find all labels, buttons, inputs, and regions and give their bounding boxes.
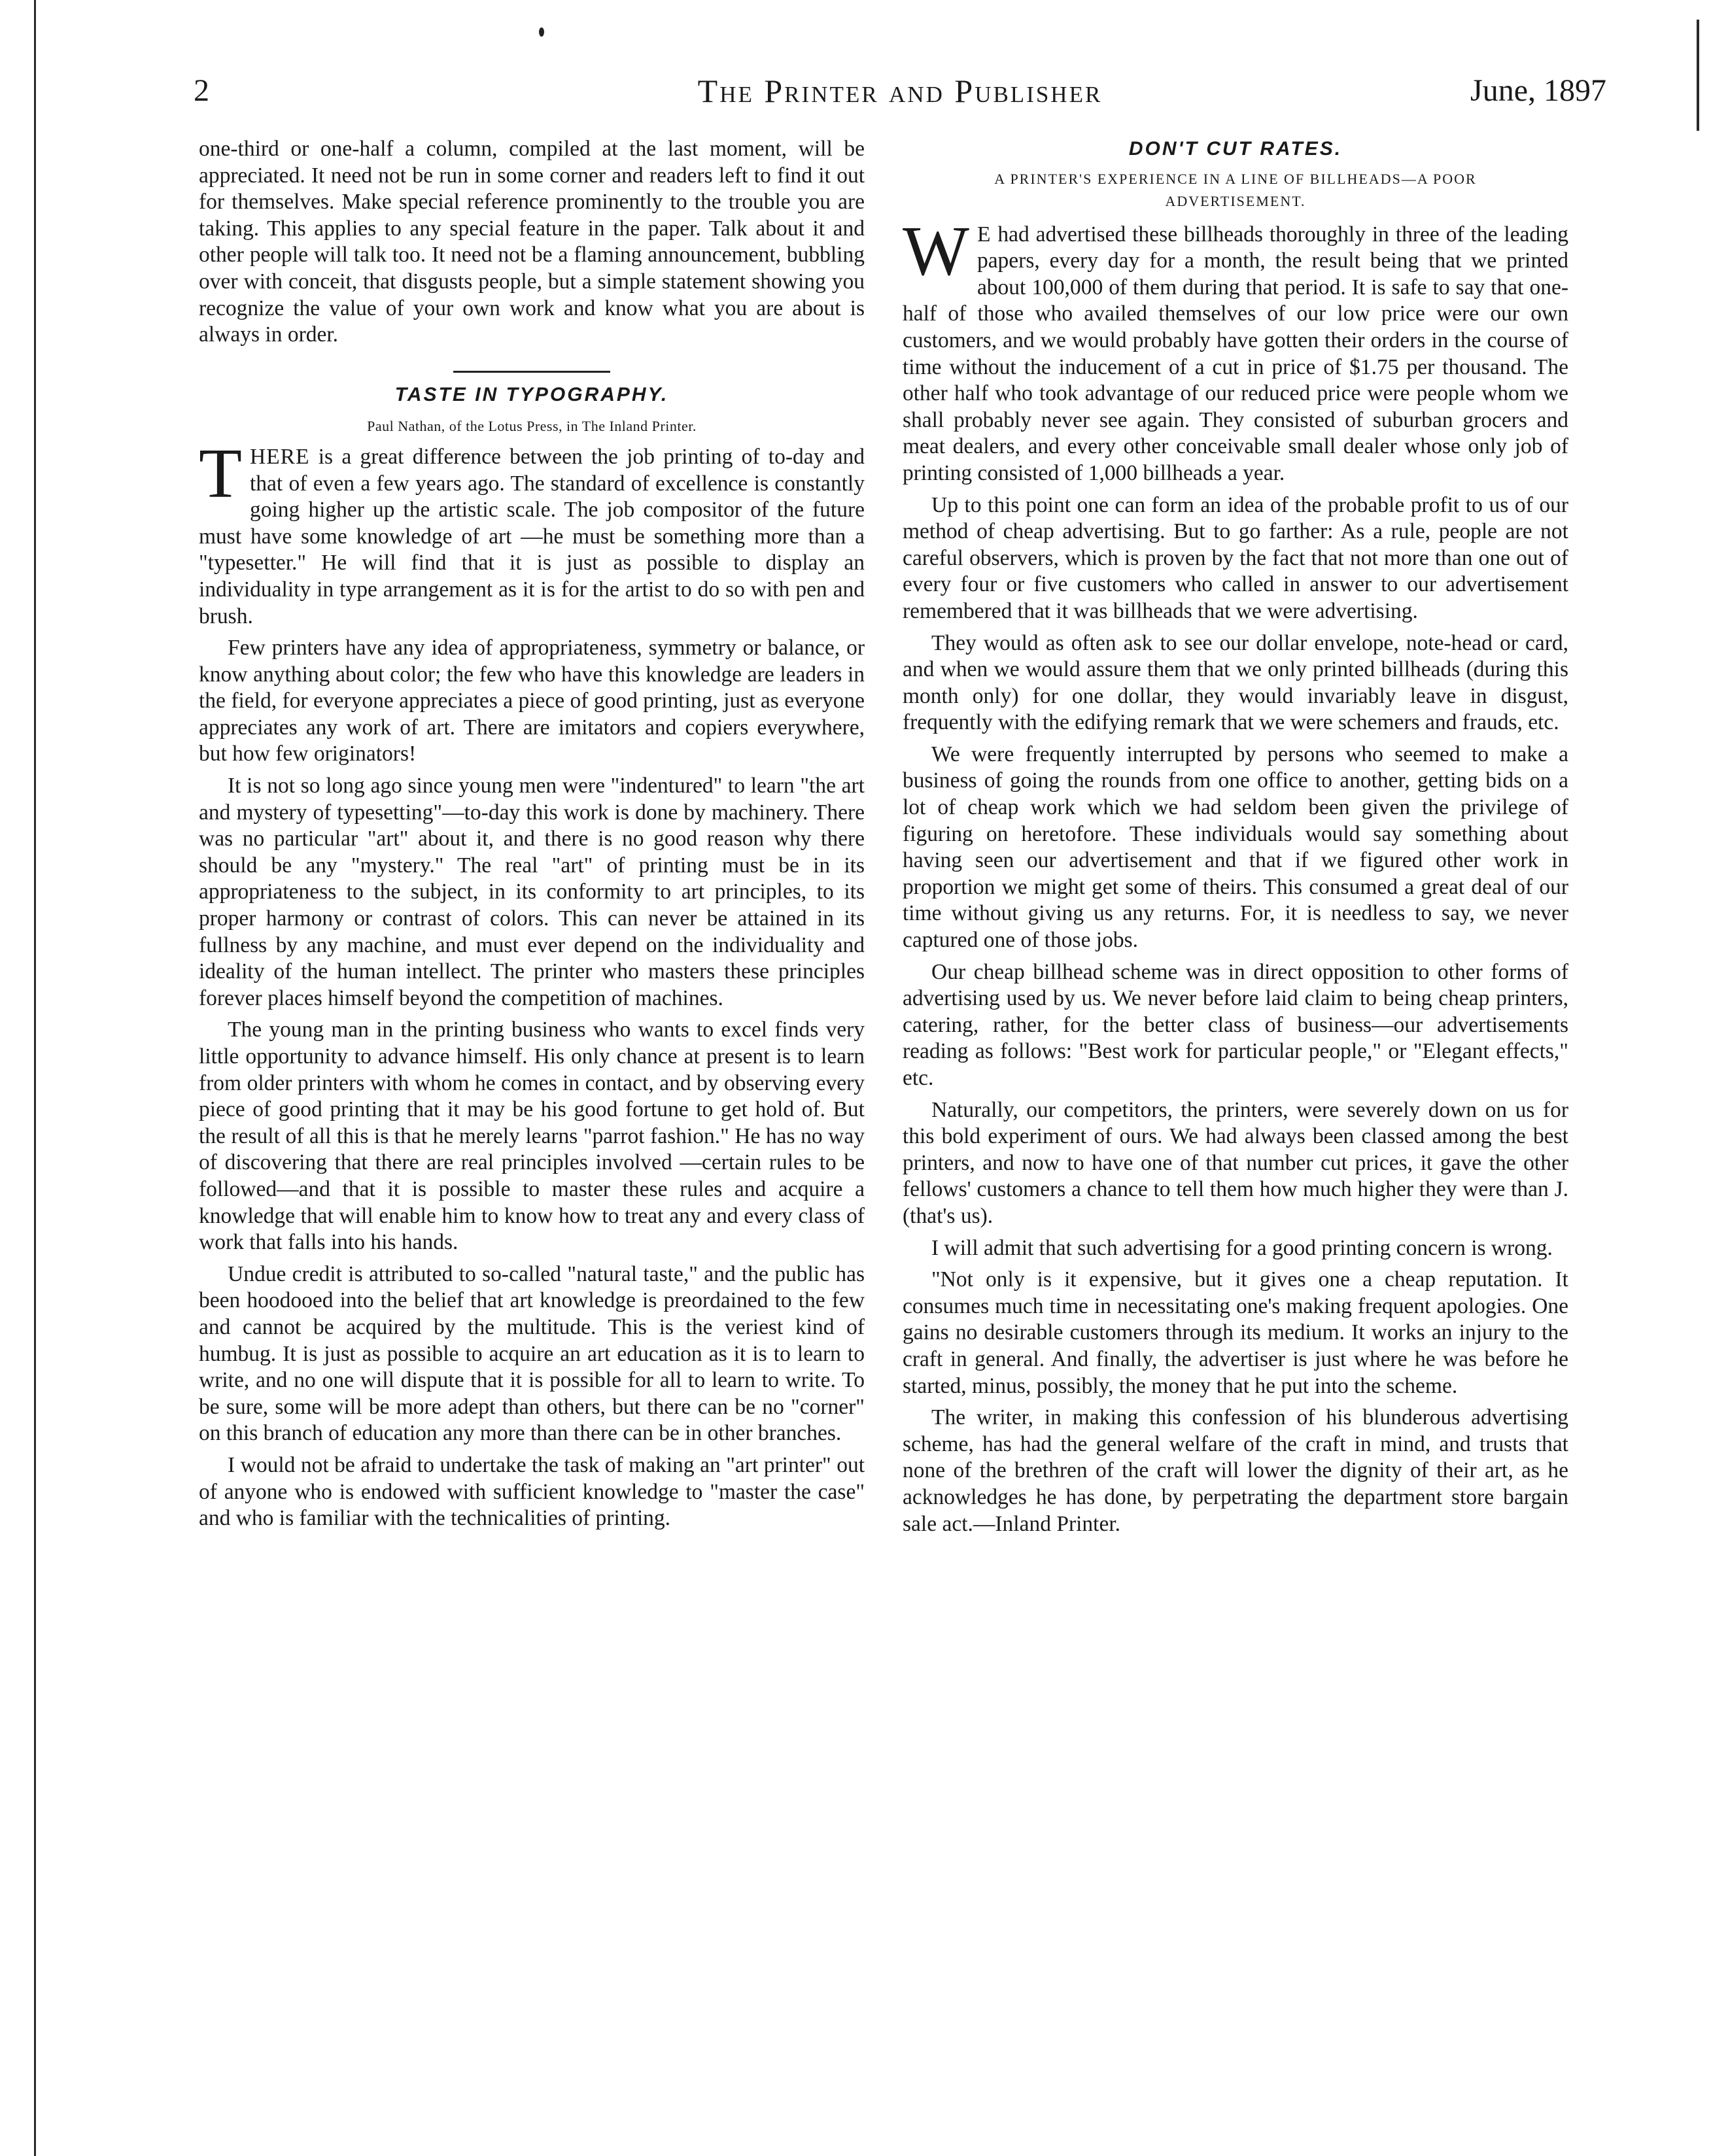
lead-text: had advertised these billheads thoroughly in three of the leading papers, every day for a month, the result being that we printed about 100,000 of them during that period. It is safe to say that one-half of those who availed themselves of our low price were our own customers, and we would probably have gotten their orders in the course of time without the inducement of a cut in price of $1.75 per thousand. The other half who took advantage of our reduced price were people whom we shall probably never see again. They consisted of suburban grocers and meat dealers, and every other conceivable small dealer whose only job of printing consisted of 1,000 billheads a year. <box>903 222 1568 485</box>
article-title-text: TASTE IN TYPOGRAPHY. <box>394 383 669 405</box>
body-paragraph: The young man in the printing business who wants to excel finds very little opportunity to advance himself. His only chance at present is to learn from older printers with whom he comes in contact, and by observing every piece of good printing that it may be his good fortune to get hold of. But the result of all this is that he merely learns "parrot fashion." He has no way of discovering that there are real principles involved —certain rules to be followed—and that it is possible to master these rules and acquire a knowledge that will enable him to know how to treat any and every class of work that falls into his hands. <box>199 1018 865 1255</box>
body-paragraph: It is not so long ago since young men were "indentured" to learn "the art and mystery of typesetting"—to-day this work is done by machinery. There was no particular "art" about it, and there is no good reason why there should be any "mystery." The real "art" of printing must be in its appropriateness to the subject, in its conformity to art principles, to its proper harmony or contrast of colors. This can never be attained in its fullness by any machine, and must ever depend on the individuality and ideality of the human intellect. The printer who masters these principles forever places himself beyond the competition of machines. <box>199 774 865 1010</box>
intro-paragraph: one-third or one-half a column, compiled at the last moment, will be appreciated. It need not be run in some corner and readers left to find it out for themselves. Make special reference prominently to the trouble you are taking. This applies to any special feature in the paper. Talk about it and other people will talk too. It need not be a flaming announcement, bubbling over with conceit, that disgusts people, but a simple statement showing you recognize the value of your own work and know what you are about is always in order. <box>199 137 865 347</box>
body-paragraph: "Not only is it expensive, but it gives one a cheap reputation. It consumes much time in necessitating one's making frequent apologies. One gains no desirable customers through its medium. It works an injury to the craft in general. And finally, the advertiser is just where he was before he started, minus, possibly, the money that he put into the scheme. <box>903 1267 1568 1398</box>
article-byline: Paul Nathan, of the Lotus Press, in The Inland Printer. <box>367 418 697 435</box>
ink-mark <box>539 27 544 37</box>
body-paragraph: Undue credit is attributed to so-called "natural taste," and the public has been hoodooed into the belief that art knowledge is preordained to the few and cannot be acquired by the multitude. This is the veriest kind of humbug. It is just as possible to acquire an art education as it is to learn to write, and no one will dispute that it is possible for all to learn to write. To be sure, some will be more adept than others, but there can be no "corner" on this branch of education any more than there can be in other branches. <box>199 1261 865 1446</box>
scan-left-edge-rule <box>34 0 36 2156</box>
drop-cap: W <box>903 212 969 290</box>
body-paragraph: Few printers have any idea of appropriateness, symmetry or balance, or know anything about color; the few who have this knowledge are leaders in the field, for everyone appreciates a piece of good printing, just as everyone appreciates any work of art. There are imitators and copiers everywhere, but how few originators! <box>199 636 865 766</box>
body-paragraph: I would not be afraid to undertake the task of making an "art printer" out of anyone who is endowed with sufficient knowledge to "master the case" and who is familiar with the technicalities of printing. <box>199 1452 865 1531</box>
scan-right-edge-rule <box>1697 20 1699 131</box>
page-number: 2 <box>194 73 209 108</box>
article-title-taste-in-typography <box>199 371 865 409</box>
article-title-dont-cut-rates: DON'T CUT RATES. <box>1128 138 1343 160</box>
title-rule <box>453 371 610 373</box>
publication-title: The Printer and Publisher <box>697 73 1103 109</box>
body-paragraph: I will admit that such advertising for a good printing concern is wrong. <box>931 1235 1553 1260</box>
body-paragraph: Our cheap billhead scheme was in direct opposition to other forms of advertising used by us. We never before laid claim to being cheap printers, catering, rather, for the better class of business—our advertisements reading as follows: "Best work for particular people," or "Elegant effects," etc. <box>903 959 1568 1090</box>
issue-date: June, 1897 <box>1470 73 1606 108</box>
lead-word: E <box>976 222 992 247</box>
body-paragraph: We were frequently interrupted by persons who seemed to make a business of going the rounds from one office to another, getting bids on a lot of cheap work which we had seldom been given the privilege of figuring on heretofore. These individuals would say something about having seen our advertisement and that if we figured other work in proportion we might get some of theirs. This consumed a great deal of our time without giving us any returns. For, it is needless to say, we never captured one of those jobs. <box>903 742 1568 953</box>
article-subtitle: A PRINTER'S EXPERIENCE IN A LINE OF BILLHEADS—A POOR ADVERTISEMENT. <box>994 170 1477 209</box>
lead-paragraph <box>903 212 1568 487</box>
lead-text: is a great difference between the job printing of to-day and that of even a few years ago. The standard of excellence is constantly going higher up the artistic scale. The job compositor of the future must have some knowledge of art —he must be something more than a "typesetter." He will find that it is just as possible to display an individuality in type arrangement as it is for the artist to do so with pen and brush. <box>199 444 865 628</box>
page-header <box>194 68 1606 114</box>
lead-word: HERE <box>249 444 310 469</box>
right-column <box>903 136 1568 1537</box>
body-paragraph: Up to this point one can form an idea of the probable profit to us of our method of cheap advertising. But to go farther: As a rule, people are not careful observers, which is proven by the fact that not more than one out of every four or five customers who called in answer to our advertisement remembered that it was billheads that we were advertising. <box>903 492 1568 623</box>
body-paragraph: They would as often ask to see our dollar envelope, note-head or card, and when we would assure them that we only printed billheads (during this month only) for one dollar, they would invariably leave in disgust, frequently with the edifying remark that we were schemers and frauds, etc. <box>903 630 1568 735</box>
left-column <box>199 136 865 1532</box>
lead-paragraph <box>199 434 865 630</box>
body-paragraph: The writer, in making this confession of his blunderous advertising scheme, has had the general welfare of the craft in mind, and trusts that none of the brethren of the craft will lower the dignity of their art, as he acknowledges he has done, by perpetrating the department store bargain sale act.—Inland Printer. <box>903 1405 1568 1536</box>
drop-cap: T <box>199 434 242 513</box>
body-paragraph: Naturally, our competitors, the printers, were severely down on us for this bold experiment of ours. We had always been classed among the best printers, and now to have one of that number cut prices, it gave the other fellows' customers a chance to tell them how much higher they were than J. (that's us). <box>903 1097 1568 1228</box>
